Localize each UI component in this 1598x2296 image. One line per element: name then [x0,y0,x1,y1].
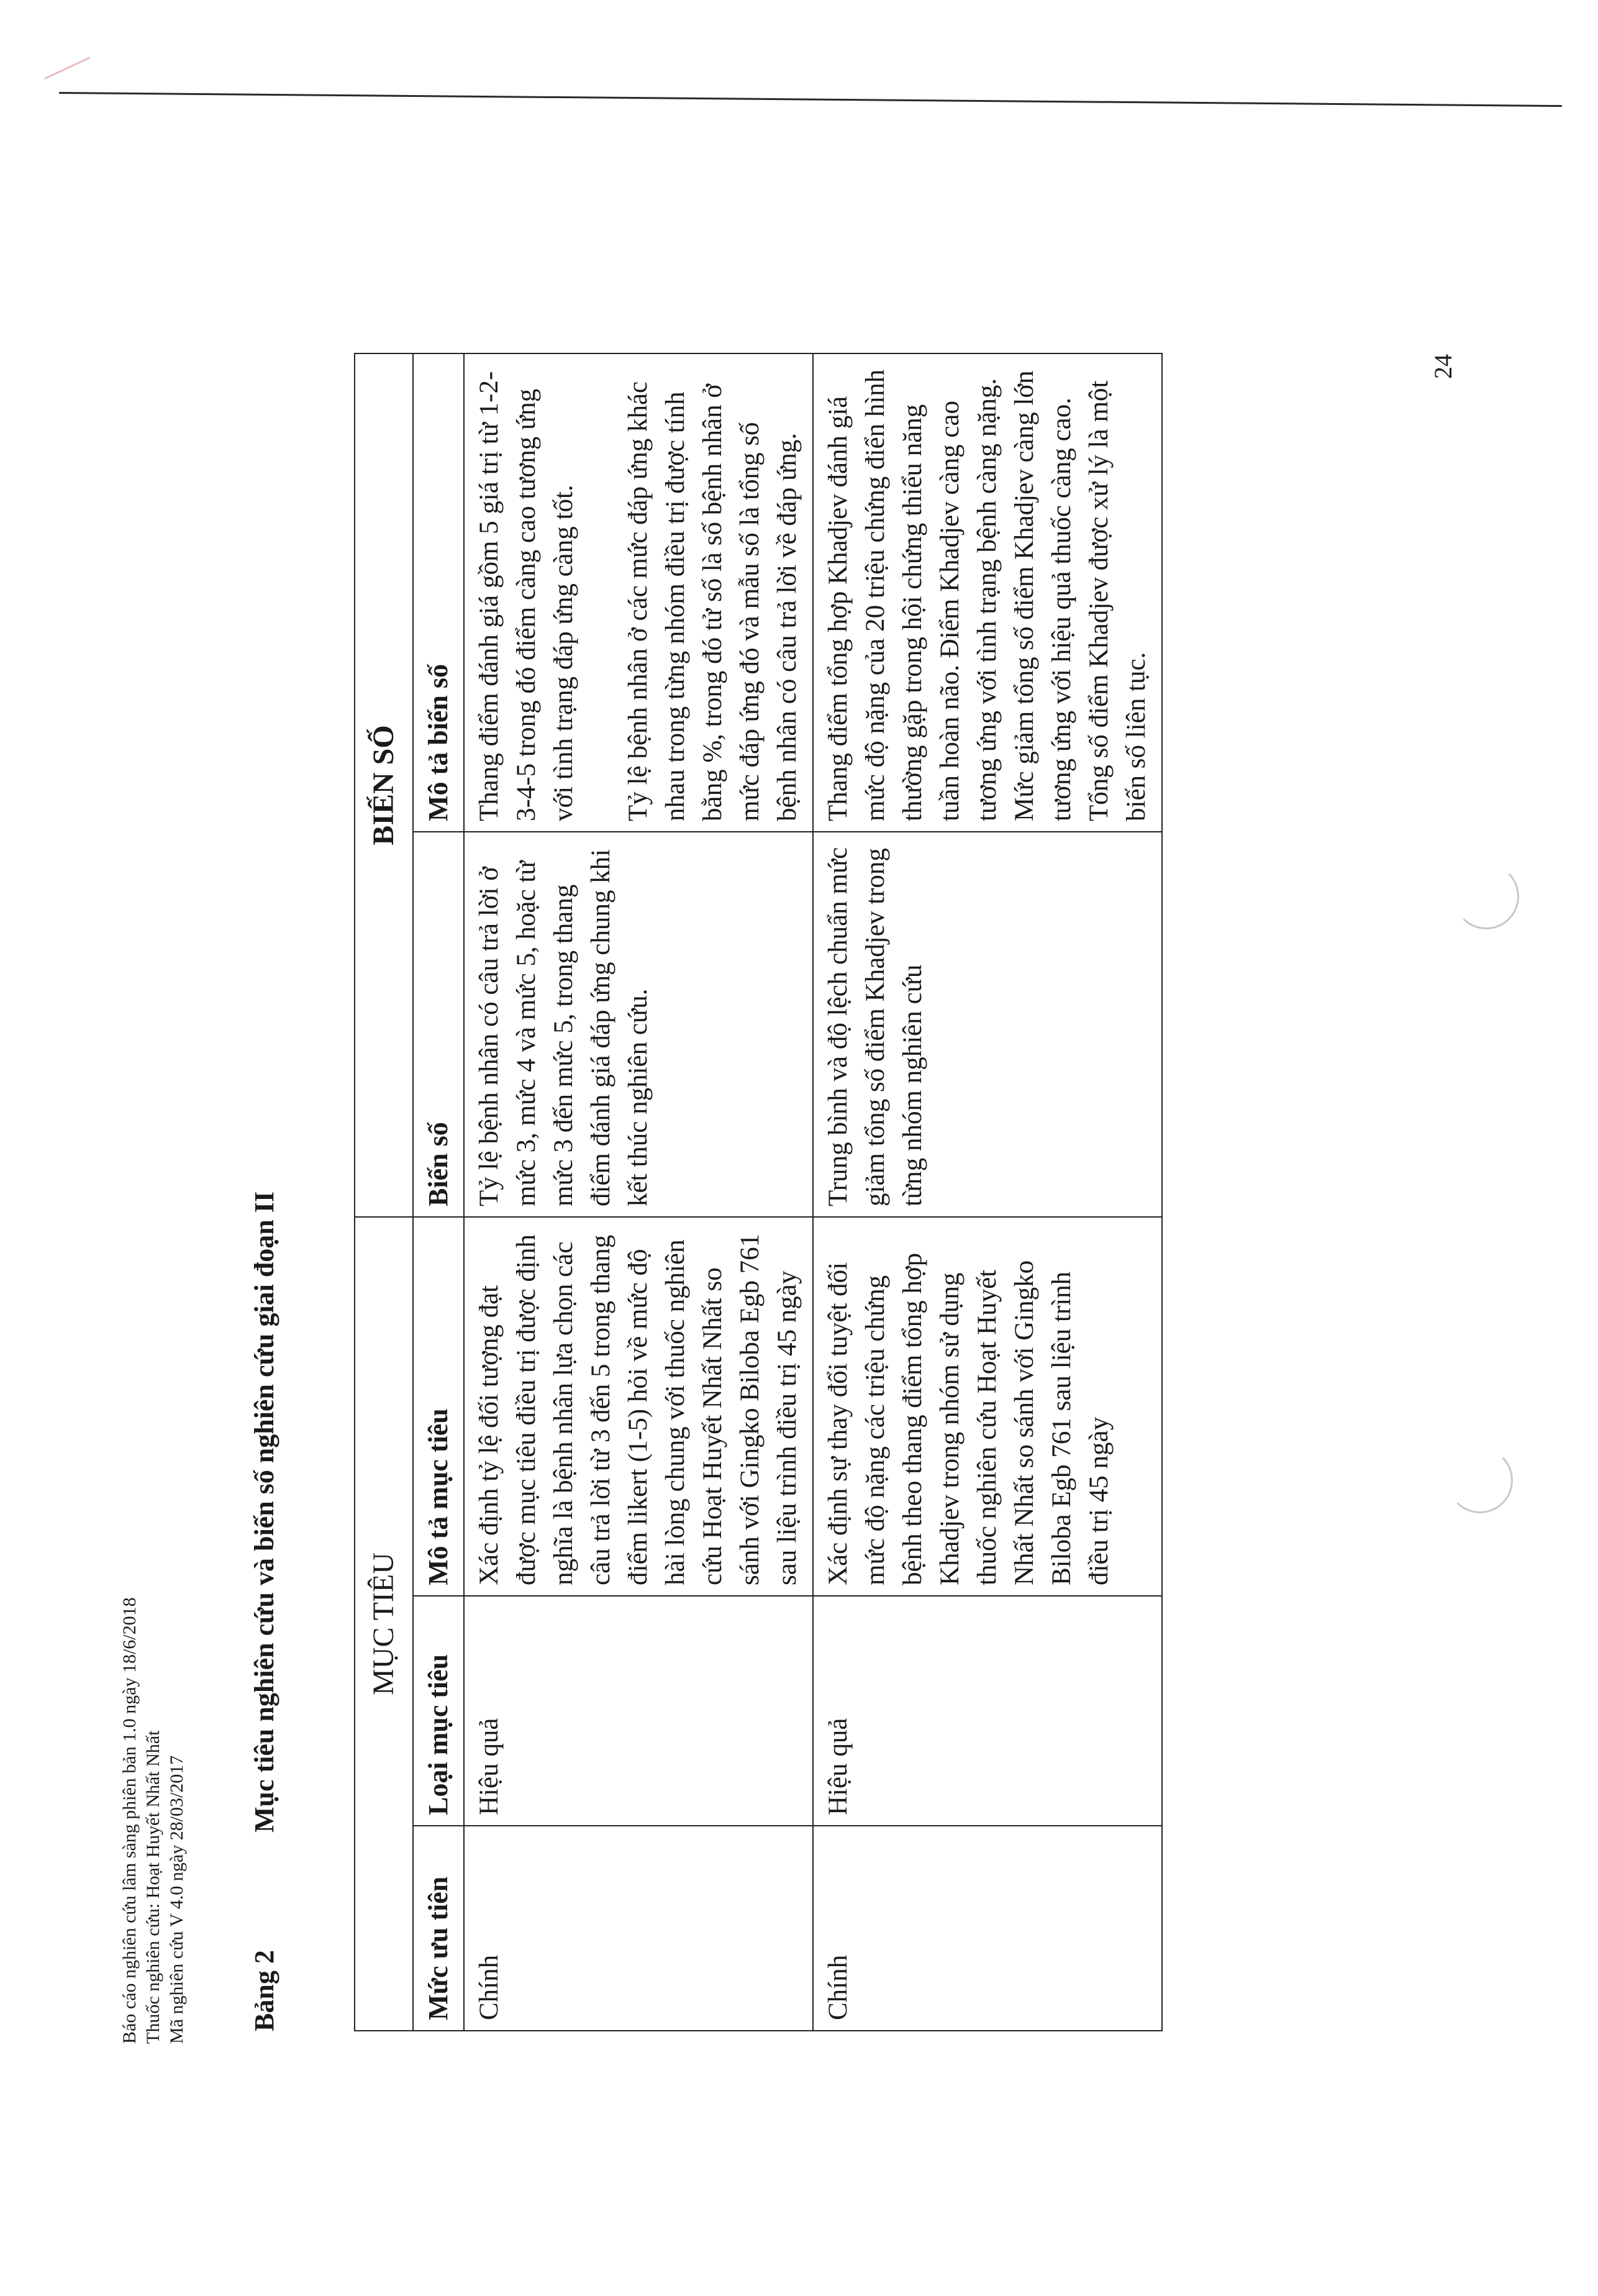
punch-hole-mark [1453,863,1519,929]
table-caption-label: Bảng 2 [249,1950,279,2031]
corner-scan-mark [34,34,91,80]
cell-objective: Xác định sự thay đổi tuyệt đối mức độ nặng các triệu chứng bệnh theo thang điểm tổng hợp Khadjev trong nhóm sử dụng thuốc nghiên cứu Hoạt Huyết Nhất Nhất so sánh với Gingko Biloba Egb 761 sau liệu trình điều trị 45 ngày [813,1217,1162,1596]
cell-variable-desc [464,353,813,832]
rotated-page-content [0,118,1428,2044]
group-header-variables: BIẾN SỐ [355,353,413,1217]
column-header-priority: Mức ưu tiên [413,1826,464,2031]
variable-desc-paragraph: Tỷ lệ bệnh nhân ở các mức đáp ứng khác nhau trong từng nhóm điều trị được tính bằng %, trong đó tử số là số bệnh nhân ở mức đáp ứng đó và mẫu số là tổng số bệnh nhân có câu trả lời về đáp ứng. [624,381,802,821]
objectives-variables-table [354,353,1163,2031]
variable-desc-paragraph: Thang điểm tổng hợp Khadjev đánh giá mức độ nặng của 20 triệu chứng điển hình thường gặp trong hội chứng thiểu năng tuần hoàn não. Điểm Khadjev càng cao tương ứng với tình trạng bệnh càng nặng. Mức giảm tổng số điểm Khadjev càng lớn tương ứng với hiệu quả thuốc càng cao. Tổng số điểm Khadjev được xử lý là một biến số liên tục. [824,369,1151,821]
cell-priority: Chính [813,1826,1162,2031]
header-meta-line: Báo cáo nghiên cứu lâm sàng phiên bản 1.0 ngày 18/6/2018 [119,1597,140,2044]
column-header-type: Loại mục tiêu [413,1596,464,1826]
table-column-header-row [413,353,464,2031]
cell-objective: Xác định tỷ lệ đối tượng đạt được mục tiêu điều trị được định nghĩa là bệnh nhân lựa chọn các câu trả lời từ 3 đến 5 trong thang điểm likert (1-5) hỏi về mức độ hài lòng chung với thuốc nghiên cứu Hoạt Huyết Nhất Nhất so sánh với Gingko Biloba Egb 761 sau liệu trình điều trị 45 ngày [464,1217,813,1596]
table-caption [248,1191,280,2031]
table-row [813,353,1162,2031]
group-header-objectives: MỤC TIÊU [355,1217,413,2031]
document-header-meta [118,1597,189,2044]
table-caption-title: Mục tiêu nghiên cứu và biến số nghiên cứu giai đoạn II [249,1191,279,1833]
header-meta-line: Thuốc nghiên cứu: Hoạt Huyết Nhất Nhất [143,1730,163,2044]
variable-desc-paragraph: Thang điểm đánh giá gồm 5 giá trị từ 1-2-3-4-5 trong đó điểm càng cao tương ứng với tình trạng đáp ứng càng tốt. [474,371,578,821]
cell-priority: Chính [464,1826,813,2031]
cell-variable-desc [813,353,1162,832]
column-header-objective: Mô tả mục tiêu [413,1217,464,1596]
cell-type: Hiệu quả [813,1596,1162,1826]
cell-variable: Trung bình và độ lệch chuẩn mức giảm tổng số điểm Khadjev trong từng nhóm nghiên cứu [813,832,1162,1217]
cell-type: Hiệu quả [464,1596,813,1826]
table-group-header-row [355,353,413,2031]
scan-edge-line [59,92,1562,107]
table-row [464,353,813,2031]
cell-variable: Tỷ lệ bệnh nhân có câu trả lời ở mức 3, mức 4 và mức 5, hoặc từ mức 3 đến mức 5, trong thang điểm đánh giá đáp ứng chung khi kết thúc nghiên cứu. [464,832,813,1217]
column-header-variable: Biến số [413,832,464,1217]
header-meta-line: Mã nghiên cứu V 4.0 ngày 28/03/2017 [166,1755,187,2044]
column-header-variable-desc: Mô tả biến số [413,353,464,832]
page-number: 24 [1429,354,1457,379]
punch-hole-mark [1447,1447,1513,1513]
